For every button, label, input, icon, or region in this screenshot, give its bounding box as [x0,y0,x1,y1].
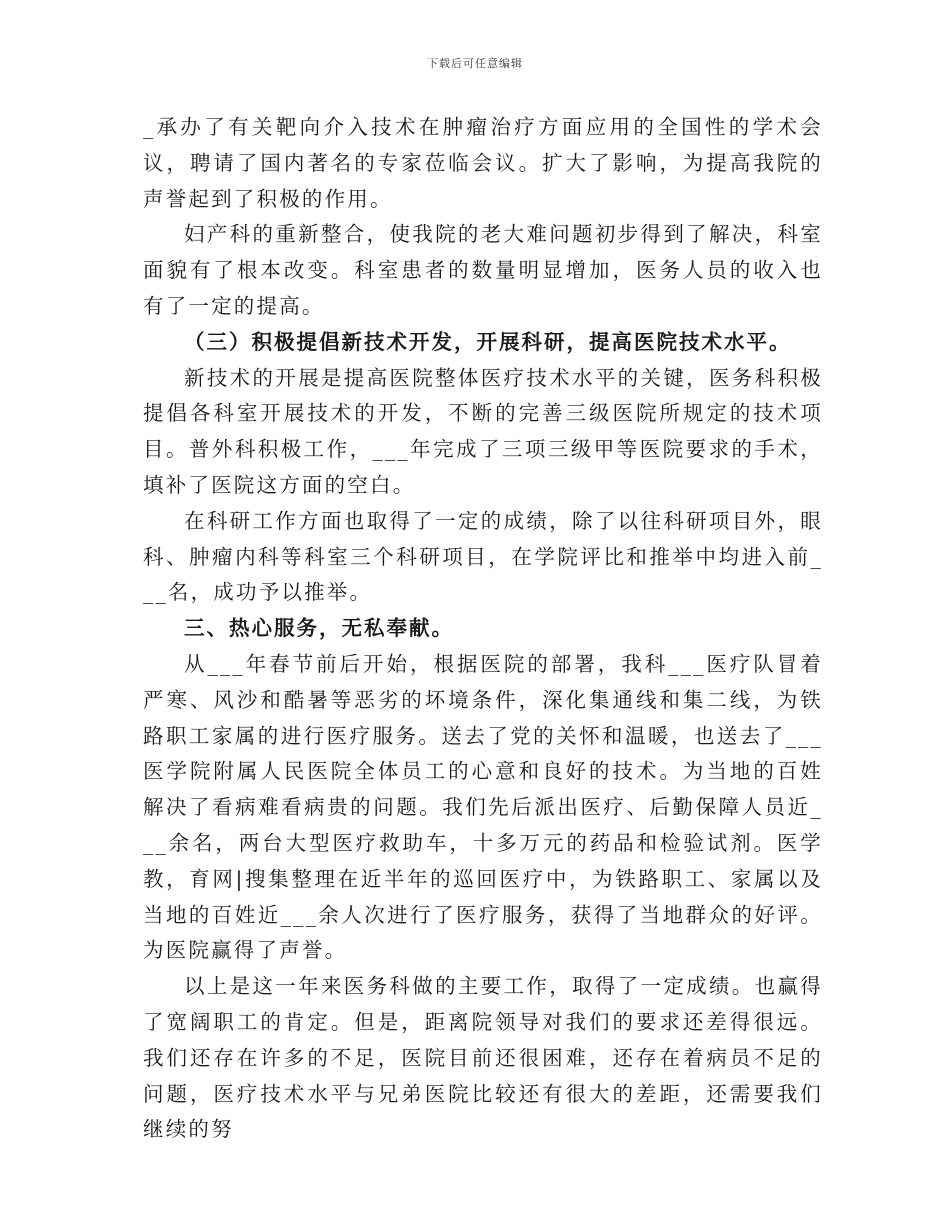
paragraph-medical-team: 从___年春节前后开始，根据医院的部署，我科___医疗队冒着严寒、风沙和酷暑等恶劣的坏境条件，深化集通线和集二线，为铁路职工家属的进行医疗服务。送去了党的关怀和温暖，也送去了___医学院附属人民医院全体员工的心意和良好的技术。为当地的百姓解决了看病难看病贵的问题。我们先后派出医疗、后勤保障人员近___余名，两台大型医疗救助车，十多万元的药品和检验试剂。医学教，育网|搜集整理在近半年的巡回医疗中，为铁路职工、家属以及当地的百姓近___余人次进行了医疗服务，获得了当地群众的好评。为医院赢得了声誉。 [143,651,823,963]
page-header: 下载后可任意编辑 [427,57,523,70]
section-heading-new-technology: （三）积极提倡新技术开发，开展科研，提高医院技术水平。 [184,329,792,354]
paragraph-research: 在科研工作方面也取得了一定的成绩，除了以往科研项目外，眼科、肿瘤内科等科室三个科研项目，在学院评比和推举中均进入前___名，成功予以推举。 [143,508,823,605]
paragraph-new-technology: 新技术的开展是提高医院整体医疗技术水平的关键，医务科积极提倡各科室开展技术的开发，不断的完善三级医院所规定的技术项目。普外科积极工作，___年完成了三项三级甲等医院要求的手术，填补了医院这方面的空白。 [143,365,823,497]
paragraph-summary: 以上是这一年来医务科做的主要工作，取得了一定成绩。也赢得了宽阔职工的肯定。但是，距离院领导对我们的要求还差得很远。我们还存在许多的不足，医院目前还很困难，还存在着病员不足的问题，医疗技术水平与兄弟医院比较还有很大的差距，还需要我们继续的努 [143,974,823,1142]
section-heading-service: 三、热心服务，无私奉献。 [184,616,454,641]
document-body [143,110,823,1148]
paragraph-obstetrics: 妇产科的重新整合，使我院的老大难问题初步得到了解决，科室面貌有了根本改变。科室患者的数量明显增加，医务人员的收入也有了一定的提高。 [143,222,823,318]
paragraph-conference: _承办了有关靶向介入技术在肿瘤治疗方面应用的全国性的学术会议，聘请了国内著名的专家莅临会议。扩大了影响，为提高我院的声誉起到了积极的作用。 [143,115,823,211]
